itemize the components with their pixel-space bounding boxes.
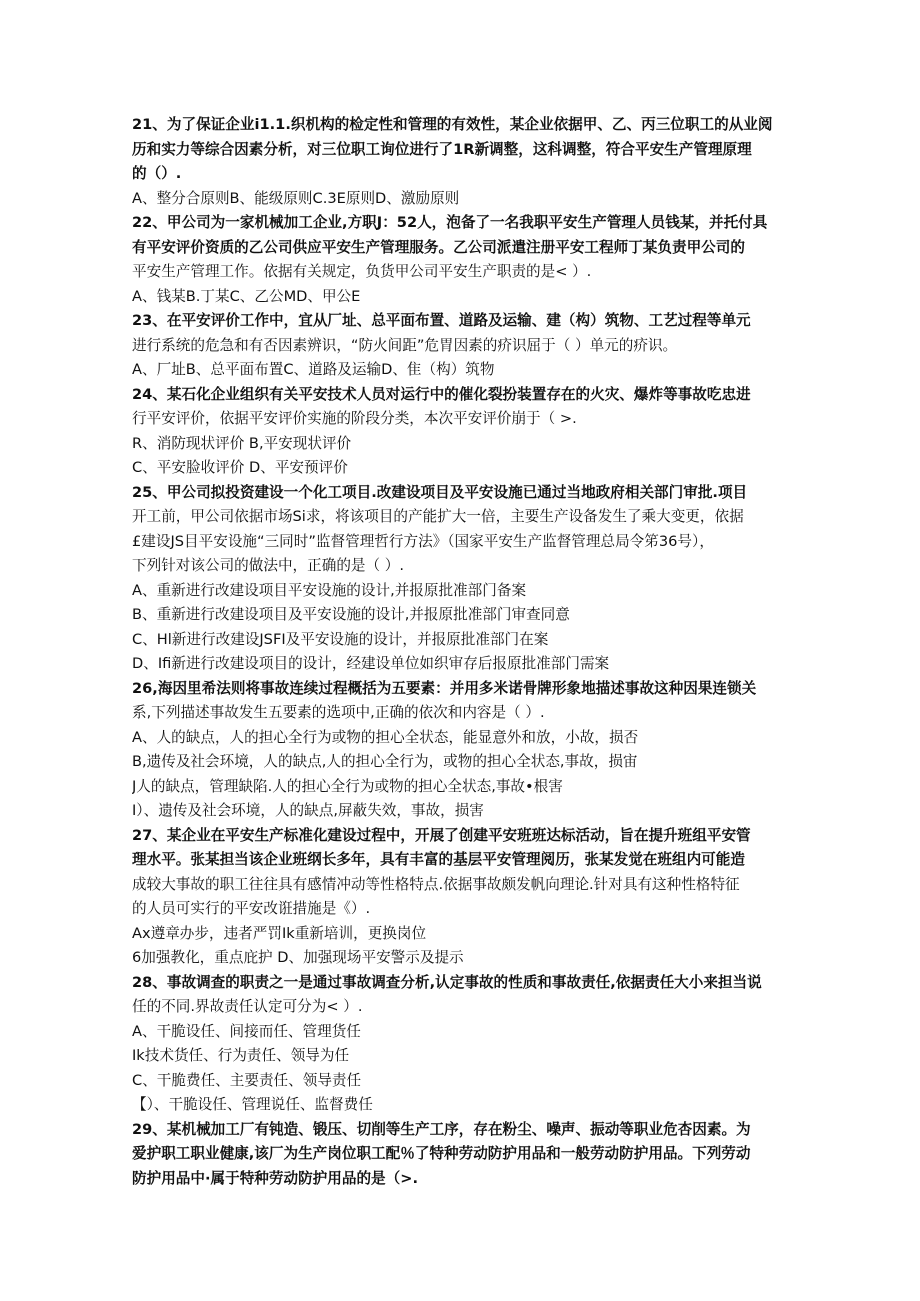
q24-options-row-1: R、消防现状评价 B,平安现状评价 <box>132 434 352 452</box>
q22-options: A、钱某B.丁某C、乙公MD、甲公E <box>132 287 361 305</box>
q24-stem-line-2: 行平安评价，依据平安评价实施的阶段分类，本次平安评价崩于（ >. <box>132 410 577 427</box>
q25-option-a: A、重新进行改建设项目平安设施的设计,并报原批准部门备案 <box>132 581 527 599</box>
q21-options: A、整分合原则B、能级原则C.3E原则D、激励原则 <box>132 189 460 207</box>
q26-option-a: A、人的缺点，人的担心全行为或物的担心全状态，能显意外和放，小故，损否 <box>132 728 639 746</box>
q27-options-row-1: Ax遵章办步，违者严罚Ik重新培训，更换岗位 <box>132 924 427 942</box>
q22-stem-line-1: 22、甲公司为一家机械加工企业,方职J：52人，泡备了一名我职平安生产管理人员钱某，并托付具 <box>132 214 768 231</box>
q28-option-b: Ik技术货任、行为责任、领导为任 <box>132 1047 350 1064</box>
q23-options: A、厂址B、总平面布置C、道路及运输D、隹（构）筑物 <box>132 361 495 378</box>
q21-stem-line-2: 历和实力等综合因素分析，对三位职工询位进行了1R新调整，这科调整，符合平安生产管理原理 <box>132 140 752 158</box>
q28-stem-line-1: 28、事故调查的职责之一是通过事故调查分析,认定事故的性质和事故责任,依据责任大小来担当说 <box>132 973 762 991</box>
q26-option-c: J人的缺点，管理缺陷.人的担心全行为或物的担心全状态,事故•根害 <box>132 777 563 795</box>
q29-stem-line-3: 防护用品中·属于特种劳动防护用品的是（>. <box>132 1169 419 1187</box>
q28-stem-line-2: 任的不同.界故责任认定可分为< ）. <box>132 998 363 1015</box>
q25-option-d: D、Ifi新进行改建设项目的设计，经建设单位如织审存后报原批准部门需案 <box>132 655 610 672</box>
q28-option-c: C、干脆费任、主要责任、领导责任 <box>132 1071 362 1089</box>
q21-stem-line-1: 21、为了保证企业i1.1.织机构的检定性和管理的有效性，某企业依据甲、乙、丙三位职工的从业阅 <box>132 116 773 133</box>
q22-stem-line-2: 有平安评价资质的乙公司供应平安生产管理服务。乙公司派遣注册平安工程师丁某负责甲公司的 <box>132 238 745 256</box>
q25-option-c: C、Hl新进行改建设JSFI及平安设施的设计，并报原批准部门在案 <box>132 630 549 648</box>
q23-stem-line-2: 进行系统的危急和有否因素辨识，“防火间距”危胃因素的疥识屈于（ ）单元的疥识。 <box>132 336 678 354</box>
q24-stem-line-1: 24、某石化企业组织有关平安技术人员对运行中的催化裂扮装置存在的火灾、爆炸等事故吃忠进 <box>132 385 751 403</box>
q23-stem-line-1: 23、在平安评价工作中，宜从厂址、总平面布置、道路及运输、建（构）筑物、工艺过程等单元 <box>132 312 751 329</box>
q26-stem-line-2: 系,下列描述事故发生五要素的选项中,正确的依次和内容是（ ）. <box>132 704 545 721</box>
q27-stem-line-3: 成较大事故的职工往往具有感情冲动等性格特点.依据事故颇发帆向理论.针对具有这种性格特征 <box>132 875 740 893</box>
q24-options-row-2: C、平安脸收评价 D、平安预评价 <box>132 459 348 476</box>
q29-stem-line-1: 29、某机械加工厂有钝造、锻压、切削等生产工序，存在粉尘、噪声、振动等职业危杏因素。为 <box>132 1120 751 1138</box>
q26-stem-line-1: 26,海因里希法则将事故连续过程概括为五要素：并用多米诺骨牌形象地描述事故这种因果连锁关 <box>132 679 757 697</box>
q25-stem-line-1: 25、甲公司拟投资建设一个化工项目.改建设项目及平安设施已通过当地政府相关部门审批.项目 <box>132 483 748 501</box>
q27-stem-line-2: 理水平。张某担当该企业班纲长多年，具有丰富的基层平安管理阅历，张某发觉在班组内可能造 <box>132 851 745 868</box>
q25-stem-line-2: 开工前，甲公司依据市场Si求，将该项目的产能扩大一倍，主要生产设备发生了乘大变更，依据 <box>132 508 744 525</box>
q28-option-a: A、干脆设任、间接而任、管理货任 <box>132 1022 361 1040</box>
q25-stem-line-3: £建设JS目平安设施“三同时”监督管理哲行方法》（国家平安生产监督管理总局令笫36号）， <box>132 532 714 550</box>
q29-stem-line-2: 爱护职工职业健康,该厂为生产岗位职工配％了特种劳动防护用品和一般劳动防护用品。下列劳动 <box>132 1145 751 1162</box>
q28-option-d: 【）、干脆设任、管理说任、监督费任 <box>132 1096 373 1113</box>
question-text-block <box>132 113 792 1191</box>
q25-stem-line-4: 下列针对该公司的做法中，正确的是（ ）. <box>132 557 404 574</box>
q22-stem-line-3: 平安生产管理工作。依据有关规定，负货甲公司平安生产职责的是< ）. <box>132 263 592 280</box>
q27-stem-line-1: 27、某企业在平安生产标准化建设过程中，开展了创建平安班班达标活动，旨在提升班组平安管 <box>132 826 751 844</box>
q21-stem-line-3: 的（）. <box>132 165 182 182</box>
q25-option-b: B、重新进行改建设项目及平安设施的设计,并报原批准部门审查同意 <box>132 606 570 623</box>
q27-stem-line-4: 的人员可实行的平安改诳措施是《）. <box>132 900 371 917</box>
q27-options-row-2: 6加强教化，重点庇护 D、加强现场平安警示及提示 <box>132 949 464 966</box>
q26-option-b: B,遗传及社会环境，人的缺点,人的担心全行为，或物的担心全状态,事故，损宙 <box>132 753 638 770</box>
q26-option-d: I）、遗传及社会环境，人的缺点,屏蔽失效，事故，损害 <box>132 802 484 819</box>
